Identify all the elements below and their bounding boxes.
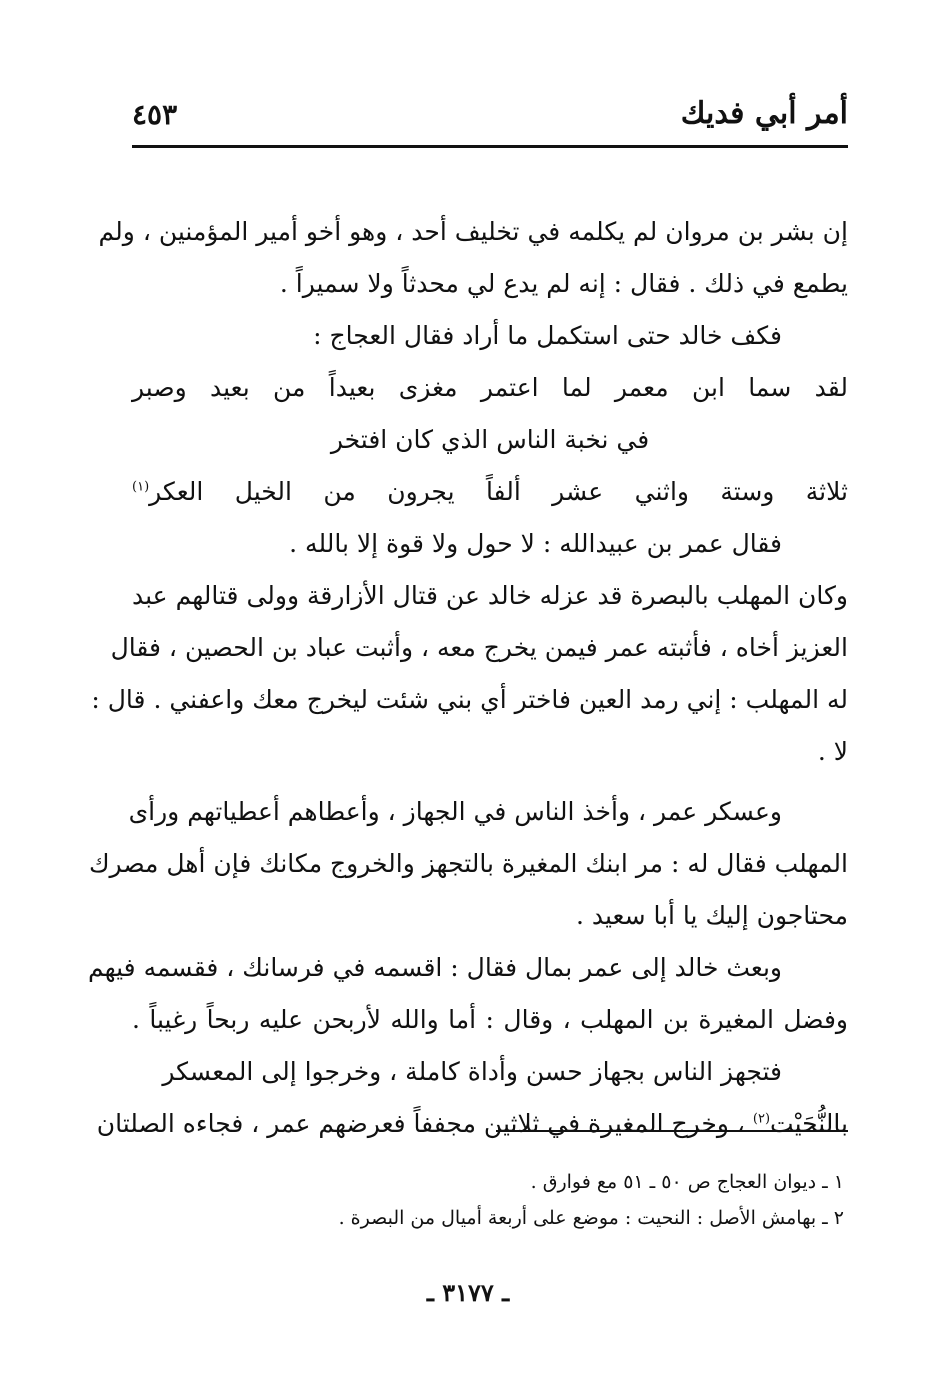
verse-line: لقد سما ابن معمر لما اعتمر مغزى بعيداً من بعيد وصبر (132, 373, 848, 402)
text-line: وكان المهلب بالبصرة قد عزله خالد عن قتال الأزارقة وولى قتالهم عبد (132, 581, 848, 610)
footnote-marker: (٢) (752, 1111, 771, 1127)
text-line: إن بشر بن مروان لم يكلمه في تخليف أحد ، وهو أخو أمير المؤمنين ، ولم (98, 217, 848, 246)
footnote-rule (496, 1130, 848, 1132)
header-rule (132, 145, 848, 148)
text-line: لا . (817, 737, 848, 766)
body-text (87, 206, 848, 1150)
footnotes (132, 1164, 848, 1236)
text-line: محتاجون إليك يا أبا سعيد . (575, 901, 848, 930)
text-line: فتجهز الناس بجهاز حسن وأداة كاملة ، وخرجوا إلى المعسكر (162, 1057, 782, 1086)
folio-number: ـ ٣١٧٧ ـ (426, 1278, 510, 1307)
verse-line (132, 466, 848, 518)
chapter-title: أمر أبي فديك (680, 96, 848, 131)
verse-text: ثلاثة وستة واثني عشر ألفاً يجرون من الخيل العكر (149, 477, 848, 506)
text-line: فكف خالد حتى استكمل ما أراد فقال العجاج : (313, 321, 782, 350)
paragraph-gap (132, 778, 848, 786)
text-run: بالنُّحَيْت (770, 1109, 848, 1138)
text-line: العزيز أخاه ، فأثبته عمر فيمن يخرج معه ، وأثبت عباد بن الحصين ، فقال (110, 633, 848, 662)
text-line: له المهلب : إني رمد العين فاختر أي بني شئت ليخرج معك واعفني . قال : (91, 685, 848, 714)
footnote-2: ٢ ـ بهامش الأصل : النحيت : موضع على أربعة أميال من البصرة . (338, 1207, 844, 1229)
text-line: يطمع في ذلك . فقال : إنه لم يدع لي محدثاً ولا سميراً . (279, 269, 848, 298)
text-line: وفضل المغيرة بن المهلب ، وقال : أما والله لأربحن عليه ربحاً رغيباً . (132, 1005, 848, 1034)
footnote-1: ١ ـ ديوان العجاج ص ٥٠ ـ ٥١ مع فوارق . (530, 1171, 844, 1193)
text-line: فقال عمر بن عبيدالله : لا حول ولا قوة إلا بالله . (289, 529, 782, 558)
page-number: ٤٥٣ (132, 98, 178, 131)
text-line: المهلب فقال له : مر ابنك المغيرة بالتجهز والخروج مكانك فإن أهل مصرك (88, 849, 848, 878)
text-line (96, 1098, 848, 1150)
running-header (132, 86, 848, 136)
text-line: وعسكر عمر ، وأخذ الناس في الجهاز ، وأعطاهم أعطياتهم ورأى (128, 797, 782, 826)
text-run: ، وخرج المغيرة في ثلاثين مجففاً فعرضهم عمر ، فجاءه الصلتان (96, 1109, 745, 1138)
text-line: وبعث خالد إلى عمر بمال فقال : اقسمه في فرسانك ، فقسمه فيهم (87, 953, 782, 982)
verse-line: في نخبة الناس الذي كان افتخر (330, 425, 650, 454)
footnote-marker: (١) (132, 479, 150, 495)
